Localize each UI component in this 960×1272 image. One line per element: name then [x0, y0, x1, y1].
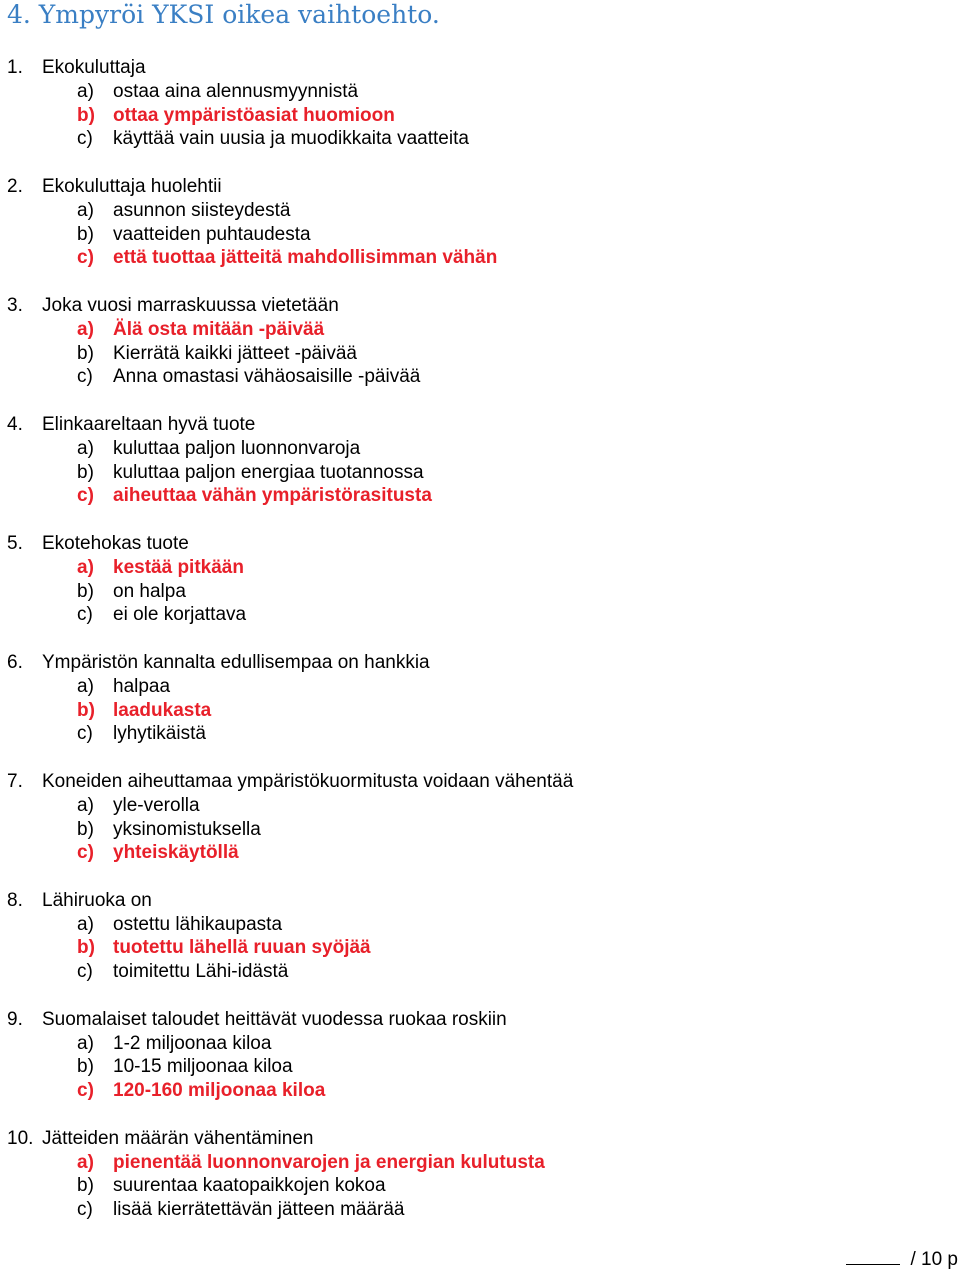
option-letter: c)	[77, 604, 93, 626]
answer-option-correct[interactable]	[0, 936, 960, 960]
option-text: 10-15 miljoonaa kiloa	[113, 1056, 293, 1078]
answer-option-correct[interactable]	[0, 1151, 960, 1175]
option-text: 1-2 miljoonaa kiloa	[113, 1032, 272, 1054]
answer-option-correct[interactable]	[0, 556, 960, 580]
question-prompt	[0, 532, 960, 556]
answer-option-correct[interactable]	[0, 699, 960, 723]
option-text: lisää kierrätettävän jätteen määrää	[113, 1199, 405, 1221]
score-field	[846, 1246, 958, 1272]
answer-option-correct[interactable]	[0, 318, 960, 342]
option-text: kuluttaa paljon luonnonvaroja	[113, 437, 361, 459]
option-text: pienentää luonnonvarojen ja energian kulutusta	[113, 1151, 545, 1173]
option-text: ottaa ympäristöasiat huomioon	[113, 104, 395, 126]
option-letter: b)	[77, 1056, 94, 1078]
question-number: 6.	[7, 651, 23, 673]
option-letter: a)	[77, 318, 94, 340]
option-text: että tuottaa jätteitä mahdollisimman vähän	[113, 247, 498, 269]
option-text: tuotettu lähellä ruuan syöjää	[113, 937, 371, 959]
answer-option[interactable]	[0, 342, 960, 366]
option-letter: a)	[77, 199, 94, 221]
question-3	[0, 294, 960, 389]
option-letter: b)	[77, 937, 95, 959]
option-text: 120-160 miljoonaa kiloa	[113, 1080, 326, 1102]
option-letter: a)	[77, 556, 94, 578]
option-letter: b)	[77, 818, 94, 840]
question-number: 1.	[7, 57, 23, 78]
answer-option[interactable]	[0, 461, 960, 485]
question-text: Suomalaiset taloudet heittävät vuodessa ruokaa roskiin	[42, 1008, 507, 1030]
question-text: Joka vuosi marraskuussa vietetään	[42, 294, 339, 316]
question-7	[0, 770, 960, 865]
question-text: Ympäristön kannalta edullisempaa on hankkia	[42, 651, 430, 673]
option-text: toimitettu Lähi-idästä	[113, 961, 289, 983]
option-letter: c)	[77, 723, 93, 745]
question-number: 4.	[7, 413, 23, 435]
option-letter: a)	[77, 794, 94, 816]
option-text: halpaa	[113, 675, 171, 697]
option-text: kestää pitkään	[113, 556, 244, 578]
option-text: ei ole korjattava	[113, 604, 247, 626]
option-text: asunnon siisteydestä	[113, 199, 291, 221]
option-text: ostaa aina alennusmyynnistä	[113, 80, 359, 102]
question-10	[0, 1127, 960, 1222]
question-list	[0, 56, 960, 1246]
option-letter: b)	[77, 223, 94, 245]
answer-option[interactable]	[0, 960, 960, 984]
option-letter: c)	[77, 842, 94, 864]
option-letter: a)	[77, 675, 94, 697]
answer-option[interactable]	[0, 794, 960, 818]
question-number: 9.	[7, 1008, 23, 1030]
option-text: aiheuttaa vähän ympäristörasitusta	[113, 485, 432, 507]
question-9	[0, 1008, 960, 1103]
answer-option[interactable]	[0, 437, 960, 461]
answer-option[interactable]	[0, 199, 960, 223]
option-letter: c)	[77, 485, 94, 507]
option-text: Älä osta mitään -päivää	[113, 318, 325, 340]
answer-option[interactable]	[0, 223, 960, 247]
option-letter: c)	[77, 1199, 93, 1221]
question-8	[0, 889, 960, 984]
answer-option-correct[interactable]	[0, 841, 960, 865]
option-letter: b)	[77, 461, 94, 483]
question-prompt	[0, 413, 960, 437]
answer-option[interactable]	[0, 913, 960, 937]
question-prompt	[0, 56, 960, 80]
option-letter: b)	[77, 342, 94, 364]
option-letter: c)	[77, 961, 93, 983]
answer-option[interactable]	[0, 603, 960, 627]
option-letter: a)	[77, 80, 94, 102]
question-number: 7.	[7, 770, 23, 792]
option-text: ostettu lähikaupasta	[113, 913, 283, 935]
option-text: vaatteiden puhtaudesta	[113, 223, 311, 245]
option-text: yle-verolla	[113, 794, 200, 816]
question-prompt	[0, 1127, 960, 1151]
question-prompt	[0, 770, 960, 794]
answer-option[interactable]	[0, 80, 960, 104]
question-number: 8.	[7, 889, 23, 911]
score-suffix: / 10 p	[910, 1249, 958, 1270]
answer-option[interactable]	[0, 818, 960, 842]
answer-option-correct[interactable]	[0, 1079, 960, 1103]
question-prompt	[0, 889, 960, 913]
option-text: Kierrätä kaikki jätteet -päivää	[113, 342, 357, 364]
option-text: lyhytikäistä	[113, 723, 206, 745]
option-text: yksinomistuksella	[113, 818, 261, 840]
answer-option[interactable]	[0, 1198, 960, 1222]
option-letter: a)	[77, 913, 94, 935]
answer-option[interactable]	[0, 365, 960, 389]
option-letter: b)	[77, 1175, 94, 1197]
answer-option[interactable]	[0, 1032, 960, 1056]
option-text: Anna omastasi vähäosaisille -päivää	[113, 366, 421, 388]
option-letter: a)	[77, 437, 94, 459]
answer-option-correct[interactable]	[0, 104, 960, 128]
option-letter: c)	[77, 1080, 94, 1102]
question-text: Elinkaareltaan hyvä tuote	[42, 413, 256, 435]
question-prompt	[0, 651, 960, 675]
option-letter: c)	[77, 247, 94, 269]
answer-option[interactable]	[0, 1174, 960, 1198]
question-number: 5.	[7, 532, 23, 554]
answer-option[interactable]	[0, 580, 960, 604]
question-5	[0, 532, 960, 627]
option-text: laadukasta	[113, 699, 212, 721]
option-letter: b)	[77, 104, 95, 126]
answer-option[interactable]	[0, 722, 960, 746]
question-text: Lähiruoka on	[42, 889, 152, 911]
option-text: käyttää vain uusia ja muodikkaita vaatteita	[113, 128, 469, 150]
option-letter: b)	[77, 699, 95, 721]
option-letter: a)	[77, 1032, 94, 1054]
question-prompt	[0, 294, 960, 318]
question-text: Jätteiden määrän vähentäminen	[42, 1127, 314, 1149]
answer-option-correct[interactable]	[0, 484, 960, 508]
option-letter: c)	[77, 366, 93, 388]
question-number: 2.	[7, 175, 23, 197]
question-prompt	[0, 175, 960, 199]
question-6	[0, 651, 960, 746]
question-number: 10.	[7, 1127, 34, 1149]
question-text: Koneiden aiheuttamaa ympäristökuormitusta voidaan vähentää	[42, 770, 574, 792]
page-title: 4. Ympyröi YKSI oikea vaihtoehto.	[7, 0, 440, 29]
option-text: suurentaa kaatopaikkojen kokoa	[113, 1175, 386, 1197]
answer-option[interactable]	[0, 1055, 960, 1079]
answer-option[interactable]	[0, 675, 960, 699]
score-blank-line[interactable]	[846, 1246, 900, 1265]
question-number: 3.	[7, 294, 23, 316]
option-text: kuluttaa paljon energiaa tuotannossa	[113, 461, 424, 483]
option-text: on halpa	[113, 580, 186, 602]
question-1	[0, 56, 960, 151]
question-text: Ekokuluttaja huolehtii	[42, 175, 222, 197]
option-letter: b)	[77, 580, 94, 602]
question-text: Ekokuluttaja	[42, 57, 146, 78]
answer-option-correct[interactable]	[0, 246, 960, 270]
question-text: Ekotehokas tuote	[42, 532, 189, 554]
option-text: yhteiskäytöllä	[113, 842, 239, 864]
question-2	[0, 175, 960, 270]
question-4	[0, 413, 960, 508]
option-letter: c)	[77, 128, 93, 150]
option-letter: a)	[77, 1151, 94, 1173]
question-prompt	[0, 1008, 960, 1032]
answer-option[interactable]	[0, 127, 960, 151]
